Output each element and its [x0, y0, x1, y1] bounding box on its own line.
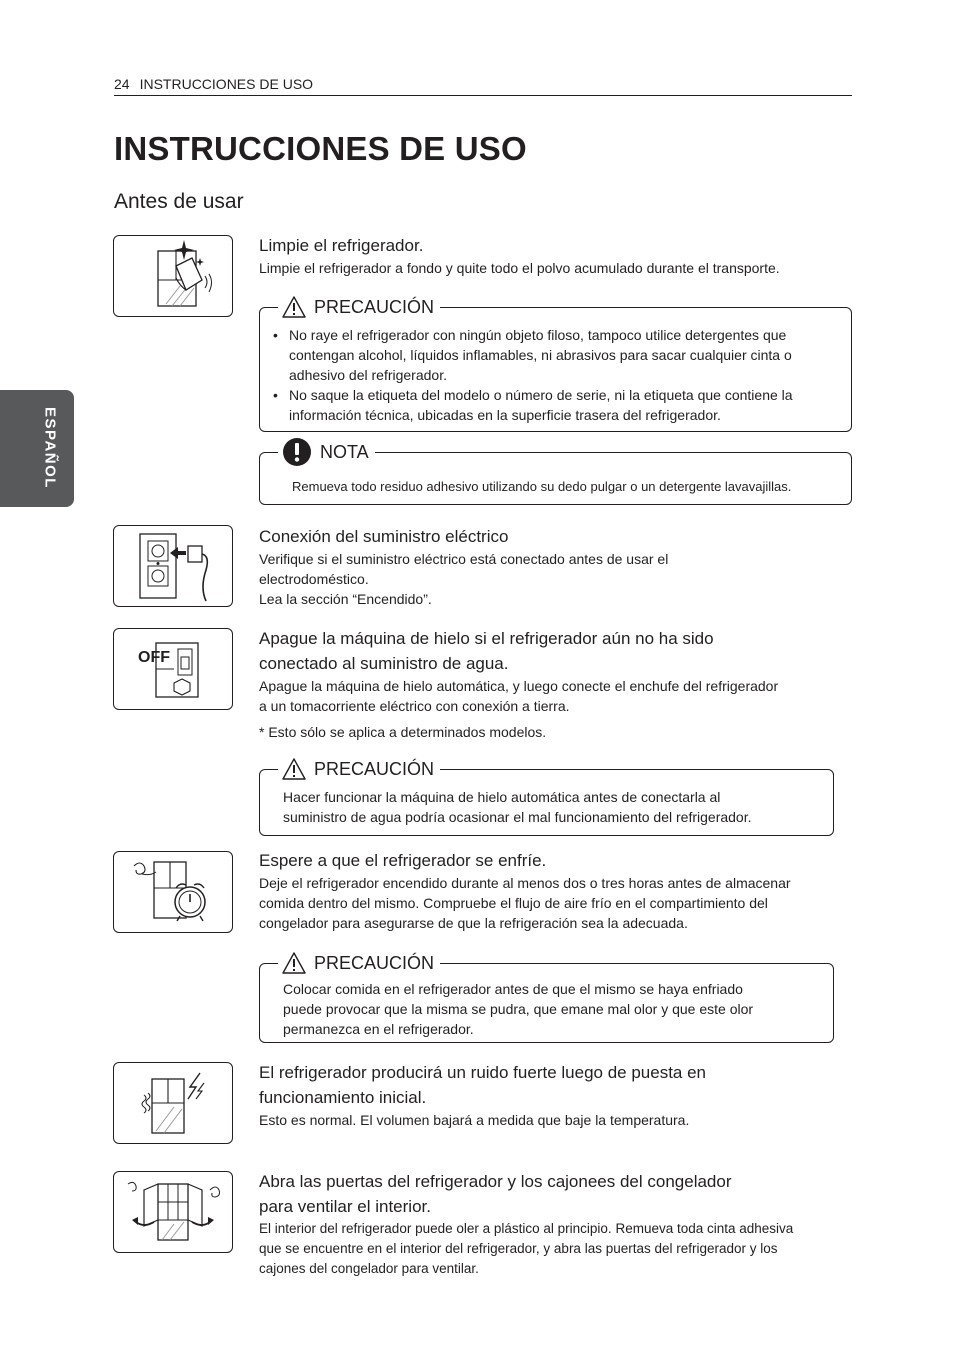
item-ice-maker-title: Apague la máquina de hielo si el refrigerador aún no ha sido conectado al suministro de agua. — [259, 629, 714, 673]
off-label: OFF — [138, 649, 170, 666]
cleaning-illustration-svg — [114, 236, 232, 316]
running-header — [114, 76, 852, 96]
item-ice-maker — [259, 626, 859, 742]
item-clean — [259, 233, 859, 278]
caution-box-1-label: PRECAUCIÓN — [314, 296, 435, 317]
warning-triangle-icon — [282, 758, 306, 780]
caution-box-1 — [259, 296, 852, 432]
caution-box-2-header — [278, 752, 440, 786]
warning-triangle-icon — [282, 296, 306, 318]
item-power-body: Verifique si el suministro eléctrico está conectado antes de usar el electrodoméstico. Lea la sección “Encendido”. — [259, 551, 669, 607]
page-title: INSTRUCCIONES DE USO — [114, 130, 527, 167]
warning-triangle-icon — [282, 952, 306, 974]
caution-box-2 — [259, 758, 834, 836]
section-title: Antes de usar — [114, 190, 244, 213]
item-power — [259, 524, 859, 609]
item-clean-title: Limpie el refrigerador. — [259, 236, 424, 255]
item-ice-maker-body: Apague la máquina de hielo automática, y luego conecte el enchufe del refrigerador a un tomacorriente eléctrico con conexión a tierra. — [259, 678, 779, 714]
item-power-title: Conexión del suministro eléctrico — [259, 527, 509, 546]
item-ventilate — [259, 1169, 859, 1279]
item-ventilate-title: Abra las puertas del refrigerador y los cajonees del congelador para ventilar el interior. — [259, 1172, 732, 1216]
caution-box-1-header — [278, 290, 440, 324]
running-title: INSTRUCCIONES DE USO — [139, 76, 314, 92]
item-noise — [259, 1060, 859, 1130]
note-box-1-header — [278, 435, 375, 469]
power-illustration — [113, 525, 233, 607]
cleaning-illustration — [113, 235, 233, 317]
item-cool-title: Espere a que el refrigerador se enfríe. — [259, 851, 547, 870]
item-noise-title: El refrigerador producirá un ruido fuerte luego de puesta en funcionamiento inicial. — [259, 1063, 707, 1107]
caution-bullet: • No raye el refrigerador con ningún objeto filoso, tampoco utilice detergentes que contengan alcohol, líquidos inflamables, ni abrasivos para sacar cualquier cinta o adhesivo del refrigerador. — [273, 327, 792, 383]
power-illustration-svg — [114, 526, 232, 606]
language-tab — [0, 390, 74, 507]
noise-illustration — [113, 1062, 233, 1144]
language-tab-label: ESPAÑOL — [41, 407, 59, 489]
caution-box-2-label: PRECAUCIÓN — [314, 758, 435, 779]
note-box-1-label: NOTA — [320, 441, 369, 462]
caution-box-3 — [259, 952, 834, 1043]
caution-box-3-label: PRECAUCIÓN — [314, 952, 435, 973]
page-number: 24 — [114, 76, 130, 92]
caution-box-3-text: Colocar comida en el refrigerador antes de que el mismo se haya enfriado puede provocar que la misma se pudra, que emane mal olor y que este olor permanezca en el refrigerador. — [283, 981, 754, 1037]
item-ice-maker-footnote: * Esto sólo se aplica a determinados modelos. — [259, 724, 547, 740]
caution-box-2-text: Hacer funcionar la máquina de hielo automática antes de conectarla al suministro de agua podría ocasionar el mal funcionamiento del refrigerador. — [283, 789, 752, 825]
cooling-illustration-svg — [114, 852, 232, 932]
item-noise-body: Esto es normal. El volumen bajará a medida que baje la temperatura. — [259, 1112, 690, 1128]
exclamation-circle-icon — [282, 437, 312, 467]
item-clean-body: Limpie el refrigerador a fondo y quite todo el polvo acumulado durante el transporte. — [259, 260, 780, 276]
caution-box-1-list — [260, 325, 840, 425]
ice-maker-illustration — [113, 628, 233, 710]
item-ventilate-body: El interior del refrigerador puede oler a plástico al principio. Remueva toda cinta adhesiva que se encuentre en el interior del refrigerador, y abra las puertas del refrigerador y los cajones del congelador para ventilar. — [259, 1221, 794, 1276]
ventilate-illustration-svg — [114, 1172, 232, 1252]
item-cool-body: Deje el refrigerador encendido durante al menos dos o tres horas antes de almacenar comida dentro del mismo. Compruebe el flujo de aire frío en el compartimiento del congelador para asegurarse de que la refrigeración sea la adecuada. — [259, 875, 791, 931]
note-box-1-text: Remueva todo residuo adhesivo utilizando su dedo pulgar o un detergente lavavajillas. — [292, 479, 792, 494]
ice-maker-illustration-svg — [114, 629, 232, 709]
ventilate-illustration — [113, 1171, 233, 1253]
caution-bullet: • No saque la etiqueta del modelo o número de serie, ni la etiqueta que contiene la información técnica, ubicadas en la superficie trasera del refrigerador. — [273, 387, 793, 423]
cooling-illustration — [113, 851, 233, 933]
caution-box-3-header — [278, 946, 440, 980]
item-cool — [259, 848, 859, 933]
noise-illustration-svg — [114, 1063, 232, 1143]
note-box-1 — [259, 441, 852, 505]
